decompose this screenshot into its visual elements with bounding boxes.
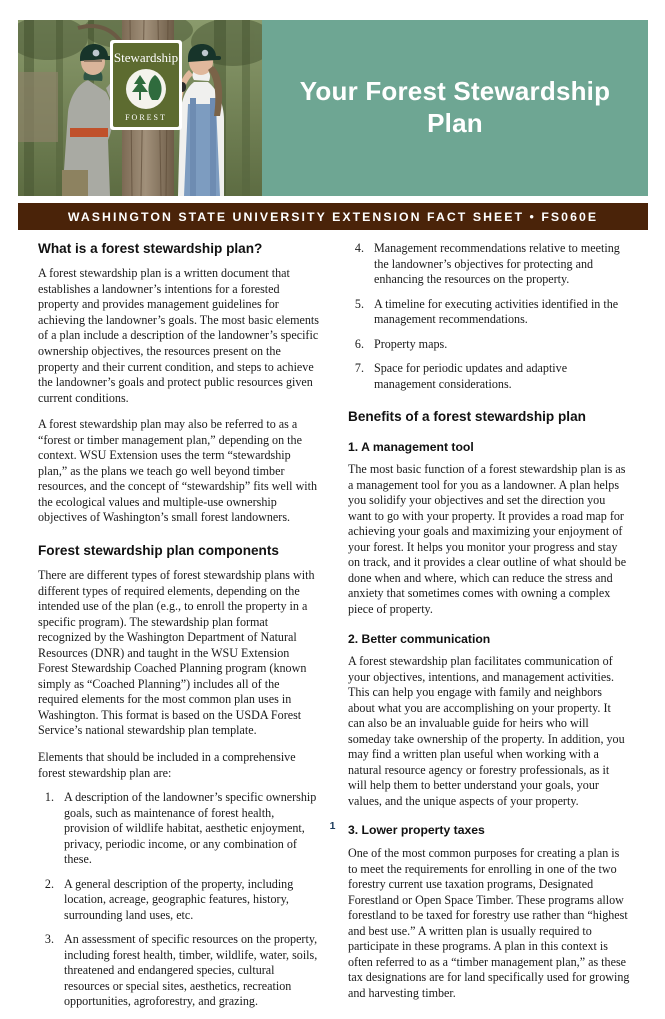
list-item-text: Space for periodic updates and adaptive management considerations. [374,361,568,391]
list-item-number: 5. [354,296,364,311]
paragraph-elements-intro: Elements that should be included in a comprehensive forest stewardship plan are: [38,749,296,780]
title-block [262,20,648,196]
list-item-number: 3. [44,932,54,947]
heading-benefit-management-tool: 1. A management tool [348,439,474,454]
right-column [348,241,630,1019]
heading-what-is-a-forest-stewardship-plan: What is a forest stewardship plan? [38,241,263,256]
list-item-text: Property maps. [374,336,448,351]
masthead [18,20,648,196]
list-item [348,297,630,328]
publication-banner [18,203,648,230]
list-item-text: Management recommendations relative to meeting the landowner’s objectives for protecting and enhancing the resources on the property. [374,241,620,287]
list-item-number: 2. [44,876,54,891]
list-item [348,361,630,392]
publication-banner-text: WASHINGTON STATE UNIVERSITY EXTENSION FACT SHEET • FS060E [67,209,599,224]
paragraph-benefit-lower-property-taxes: One of the most common purposes for creating a plan is to meet the requirements for enrolling in one of the two forestry current use taxation programs, Designated Forestland or Open Space Timber. These programs allow forestland to be taxed for forestry use rather than “highest and best use.” A written plan is usually required to participate in these programs. A plan in this context is often referred to as a “timber management plan,” as these tax designations are for land specifically used for growing and harvesting timber. [348,846,630,1000]
heading-benefit-better-communication: 2. Better communication [348,631,491,646]
list-item-number: 1. [44,790,54,805]
list-item-text: A description of the landowner’s specific ownership goals, such as maintenance of forest health, provision of wildlife habitat, aesthetic enjoyment, privacy, periodic income, or any combination of these. [64,790,317,867]
cover-photo [18,20,262,196]
svg-text:FOREST: FOREST [125,113,167,122]
list-item [38,932,320,1010]
list-item [38,877,320,924]
list-item [348,337,630,353]
paragraph-benefit-better-communication: A forest stewardship plan facilitates communication of your objectives, intentions, and management activities. This can help you engage with family and neighbors about what you are accomplishing on your property. It can also be an invaluable guide for heirs who will someday take ownership of the property. In addition, you may find a written plan useful when working with a natural resource agency or forestry professionals, as it will help them to better understand your goals, your values, and the unique aspects of your property. [348,654,625,808]
svg-text:Stewardship: Stewardship [113,50,179,65]
article-columns [38,241,630,1019]
paragraph-plan-formats: There are different types of forest stewardship plans with different types of required elements, depending on the intended use of the plan (e.g., to enroll the property in a specific program). The stewardship plan format recognized by the Washington Department of Natural Resources (DNR) and taught in the WSU Extension Forest Stewardship Coached Planning program (known simply as “Coached Planning”) includes all of the required elements for the most common plan uses in Washington. This format is based on the USDA Forest Service’s national stewardship plan template. [38,568,315,738]
paragraph-definition: A forest stewardship plan is a written document that establishes a landowner’s intentions for a forested property and provides management guidelines for achieving the landowner’s goals. The most basic elements of a plan include a description of the landowner’s specific ownership objectives, the resources present on the property and their current condition, and steps to achieve the landowner’s goals and protect public resources given current conditions. [38,266,319,405]
list-item-text: An assessment of specific resources on the property, including forest health, timber, wildlife, water, soils, threatened and endangered species, cultural resources or special sites, aesthetics, recreation opportunities, agroforestry, and grazing. [64,932,318,1009]
cover-photo-illustration [18,20,262,196]
list-item-text: A general description of the property, including location, acreage, geographic features, history, surrounding land uses, etc. [64,876,294,922]
list-item-number: 6. [354,336,364,351]
heading-benefit-lower-property-taxes: 3. Lower property taxes [348,823,485,838]
list-item-number: 4. [354,241,364,255]
page-number: 1 [329,820,336,832]
paragraph-terminology: A forest stewardship plan may also be referred to as a “forest or timber management plan,” depending on the context. WSU Extension uses the term “stewardship plan,” as the plans we teach go well beyond timber resources, and the concept of “stewardship” fits well with the ecological values and multiple-use ownership objectives of Washington’s small forest landowners. [38,417,318,525]
paragraph-benefit-management-tool: The most basic function of a forest stewardship plan is as a management tool for you as a landowner. A plan helps you solidify your objectives and set the direction you want to go with your property. It provides a road map for achieving your goals and maximizing your enjoyment of your forest. It helps you monitor your progress and stay on track, and it provides a clear outline of what should be done when and where, which can reduce the stress and anxiety that sometimes comes with owning a complex piece of property. [348,462,627,616]
left-column [38,241,320,1019]
elements-list-part-two [348,241,630,392]
page-title: Your Forest Stewardship Plan [299,76,611,138]
heading-plan-components: Forest stewardship plan components [38,542,279,558]
heading-benefits: Benefits of a forest stewardship plan [348,409,586,425]
stewardship-sign [110,40,182,130]
list-item [348,241,630,288]
list-item-text: A timeline for executing activities identified in the management recommendations. [374,296,619,327]
list-item-number: 7. [354,361,364,376]
